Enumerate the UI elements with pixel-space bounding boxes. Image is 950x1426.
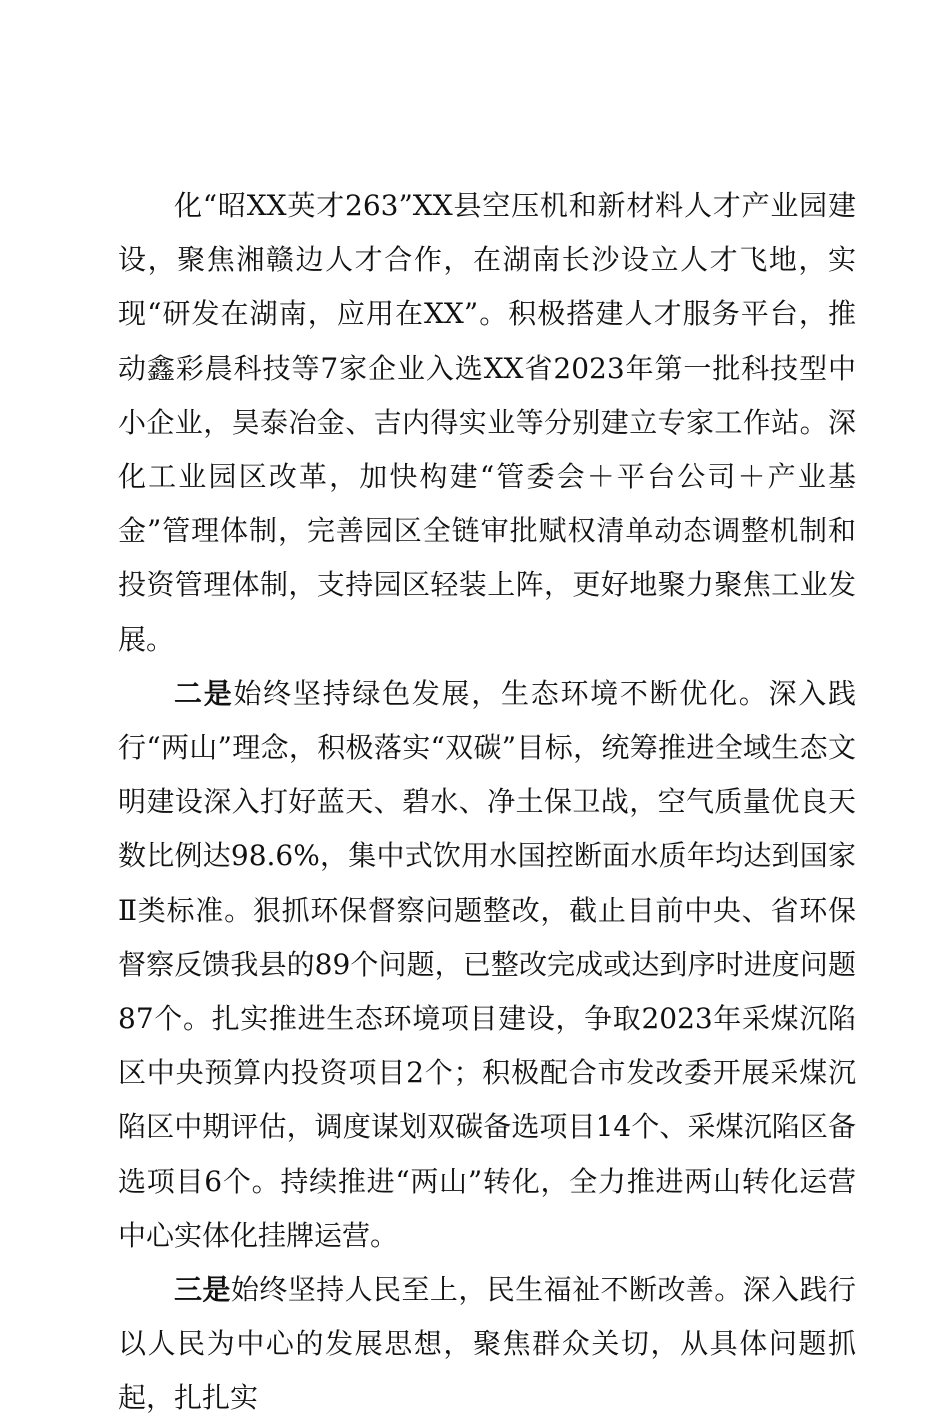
paragraph-lead: 三是 <box>174 1273 231 1307</box>
document-body <box>118 179 856 1426</box>
paragraph-people-livelihood <box>118 1263 856 1426</box>
paragraph-green-development <box>118 667 856 1263</box>
paragraph-text: 始终坚持绿色发展，生态环境不断优化。深入践行“两山”理念，积极落实“双碳”目标，统筹推进全域生态文明建设深入打好蓝天、碧水、净土保卫战，空气质量优良天数比例达98.6%，集中式饮用水国控断面水质年均达到国家Ⅱ类标准。狠抓环保督察问题整改，截止目前中央、省环保督察反馈我县的89个问题，已整改完成或达到序时进度问题87个。扎实推进生态环境项目建设，争取2023年采煤沉陷区中央预算内投资项目2个；积极配合市发改委开展采煤沉陷区中期评估，调度谋划双碳备选项目14个、采煤沉陷区备选项目6个。持续推进“两山”转化，全力推进两山转化运营中心实体化挂牌运营。 <box>118 676 856 1252</box>
paragraph-text: 始终坚持人民至上，民生福祉不断改善。深入践行以人民为中心的发展思想，聚焦群众关切，从具体问题抓起，扎扎实 <box>118 1273 856 1415</box>
paragraph-lead: 二是 <box>174 676 234 710</box>
paragraph-text: 化“昭XX英才263”XX县空压机和新材料人才产业园建设，聚焦湘赣边人才合作，在湖南长沙设立人才飞地，实现“研发在湖南，应用在XX”。积极搭建人才服务平台，推动鑫彩晨科技等7家企业入选XX省2023年第一批科技型中小企业，昊泰冶金、吉内得实业等分别建立专家工作站。深化工业园区改革，加快构建“管委会＋平台公司＋产业基金”管理体制，完善园区全链审批赋权清单动态调整机制和投资管理体制，支持园区轻装上阵，更好地聚力聚焦工业发展。 <box>118 189 856 656</box>
paragraph-talent-industry <box>118 179 856 667</box>
